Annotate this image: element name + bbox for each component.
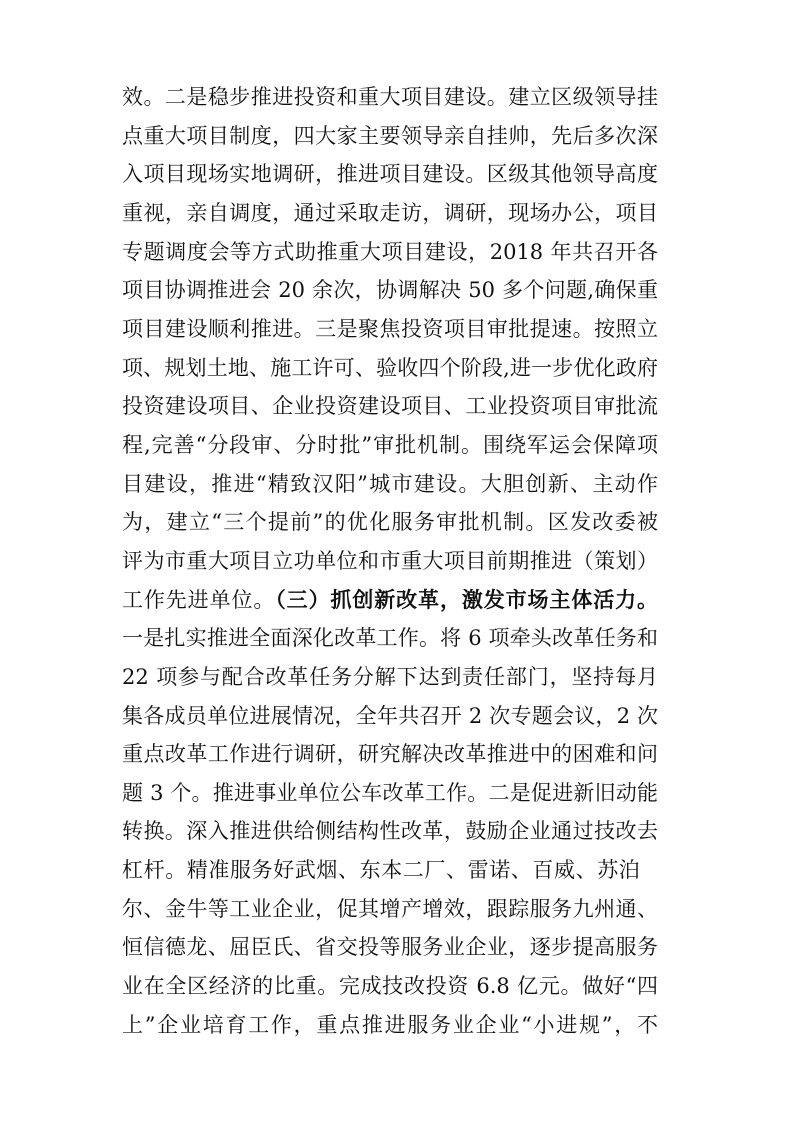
text-line: 评为市重大项目立功单位和市重大项目前期推进（策划） [122,548,658,573]
text-line: 效。二是稳步推进投资和重大项目建设。建立区级领导挂 [122,85,658,109]
text-line: 一是扎实推进全面深化改革工作。将 6 项牵头改革任务和 [122,626,658,651]
text-line: 上”企业培育工作，重点推进服务业企业“小进规”，不 [122,1012,658,1037]
text-line: 项目协调推进会 20 余次，协调解决 50 多个问题,确保重 [122,278,658,303]
text-line: 点重大项目制度，四大家主要领导亲自挂帅，先后多次深 [122,123,658,148]
text-line-with-heading [122,581,658,620]
text-line: 重点改革工作进行调研，研究解决改革推进中的困难和问 [122,742,658,767]
text-line: 项、规划土地、施工许可、验收四个阶段,进一步优化政府 [122,355,658,380]
text-line: 程,完善“分段审、分时批”审批机制。围绕军运会保障项 [122,432,658,457]
text-line: 集各成员单位进展情况，全年共召开 2 次专题会议，2 次 [122,703,658,728]
text-line: 题 3 个。推进事业单位公车改革工作。二是促进新旧动能 [122,780,658,805]
text-line: 杠杆。精准服务好武烟、东本二厂、雷诺、百威、苏泊 [122,858,641,883]
text-line: 为，建立“三个提前”的优化服务审批机制。区发改委被 [122,510,658,535]
section-heading: （三）抓创新改革，激发市场主体活力。 [275,587,658,612]
text-line-fragment: 工作先进单位。 [122,587,276,612]
text-line: 投资建设项目、企业投资建设项目、工业投资项目审批流 [122,394,658,419]
text-line: 重视，亲自调度，通过采取走访，调研，现场办公，项目 [122,200,658,225]
body-text [122,78,658,1044]
text-line: 目建设，推进“精致汉阳”城市建设。大胆创新、主动作 [122,471,658,496]
text-line: 项目建设顺利推进。三是聚焦投资项目审批提速。按照立 [122,316,658,341]
text-line: 尔、金牛等工业企业，促其增产增效，跟踪服务九州通、 [122,896,658,921]
text-line: 专题调度会等方式助推重大项目建设，2018 年共召开各 [122,239,658,264]
text-line: 转换。深入推进供给侧结构性改革，鼓励企业通过技改去 [122,819,658,844]
text-line: 业在全区经济的比重。完成技改投资 6.8 亿元。做好“四 [122,974,658,999]
text-line: 22 项参与配合改革任务分解下达到责任部门，坚持每月 [122,664,658,689]
text-line: 入项目现场实地调研，推进项目建设。区级其他领导高度 [122,162,658,187]
text-line: 恒信德龙、屈臣氏、省交投等服务业企业，逐步提高服务 [122,935,658,960]
